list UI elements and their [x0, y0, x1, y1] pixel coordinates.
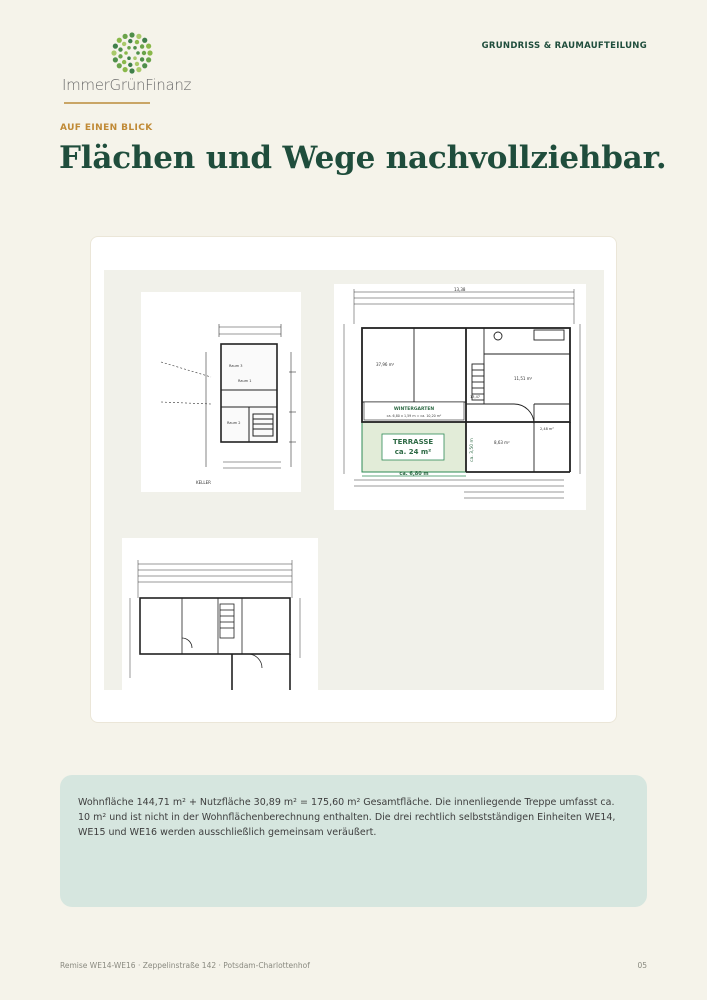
- logo-underline: [64, 102, 150, 104]
- kicker: AUF EINEN BLICK: [60, 123, 153, 133]
- room-living: 37,96 m²: [376, 362, 395, 367]
- room-kitchen: 13,47: [470, 395, 481, 399]
- info-text: Wohnfläche 144,71 m² + Nutzfläche 30,89 m² = 175,60 m² Gesamtfläche. Die innenliegende Treppe umfasst ca. 10 m² und ist nicht in der Wohnflächenberechnung enthalten. Die drei rechtlich selbstständigen Einheiten WE14, WE15 und WE16 werden ausschließlich gemeinsam veräußert.: [78, 797, 616, 838]
- svg-text:Raum 1: Raum 1: [238, 379, 252, 383]
- page-number: 05: [637, 961, 647, 970]
- room-bath: 8,63 m²: [494, 440, 510, 445]
- wintergarten-size: ca. 6,80 x 1,59 m = ca. 10,20 m²: [386, 414, 442, 418]
- info-box: [60, 775, 647, 907]
- room-hall: 11,51 m²: [514, 376, 533, 381]
- terrace-size: ca. 24 m²: [394, 448, 432, 456]
- basement-plan: [141, 292, 301, 492]
- logo-dots-icon: [106, 32, 158, 74]
- brand-logo: [62, 28, 202, 108]
- footer-address: Remise WE14-WE16 · Zeppelinstraße 142 · Potsdam-Charlottenhof: [60, 961, 310, 970]
- page-title: Flächen und Wege nachvollziehbar.: [59, 140, 667, 176]
- brand-name: ImmerGrünFinanz: [62, 76, 192, 94]
- floorplan-card: [90, 236, 617, 723]
- basement-label: KELLER: [196, 480, 211, 485]
- section-tag: GRUNDRISS & RAUMAUFTEILUNG: [481, 41, 647, 51]
- terrace-width: ca. 6,80 m: [399, 471, 429, 477]
- top-dimension: 13,38: [454, 287, 466, 292]
- svg-text:Raum 2: Raum 2: [227, 421, 241, 425]
- room-small: 2,48 m²: [540, 427, 554, 431]
- wintergarten-label: WINTERGARTEN: [393, 407, 435, 412]
- terrace-label: TERRASSE: [392, 438, 434, 446]
- groundfloor-plan: [334, 284, 586, 510]
- floorplan-image: [104, 270, 604, 690]
- svg-text:Raum 3: Raum 3: [229, 364, 243, 368]
- terrace-depth: ca. 3,50 m: [470, 438, 475, 462]
- upperfloor-plan: [122, 538, 318, 690]
